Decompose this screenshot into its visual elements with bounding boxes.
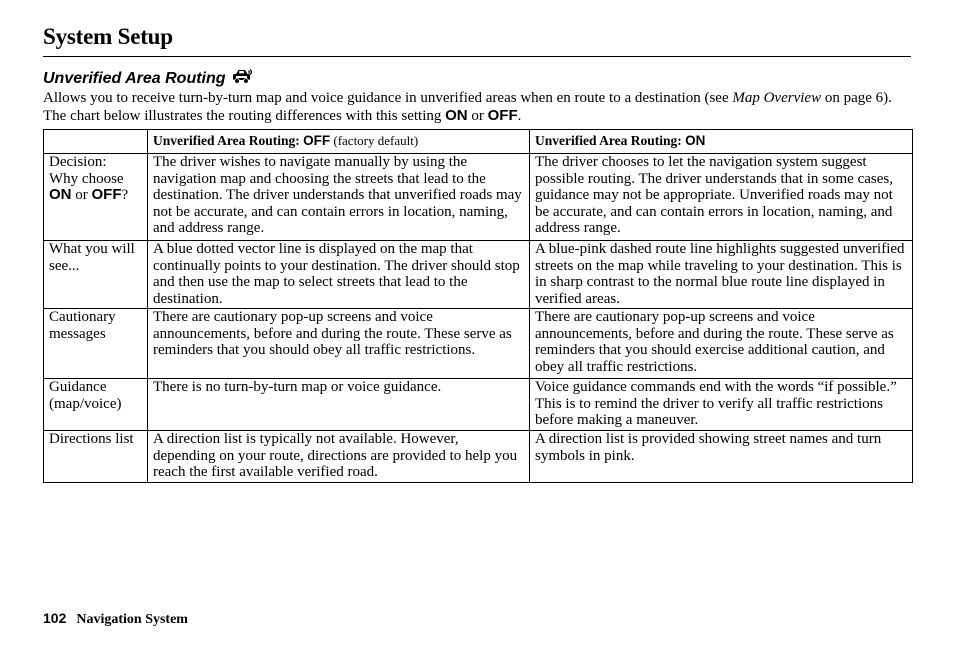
table-header-row (44, 130, 913, 154)
cell-off: The driver wishes to navigate manually by using the navigation map and choosing the streets that lead to the destination. The driver understands that unverified roads may not be accurate, and can contain errors in location, naming, and address range. (148, 154, 530, 241)
cell-off: There are cautionary pop-up screens and voice announcements, before and during the route. These serve as reminders that you should obey all traffic restrictions. (148, 309, 530, 379)
page-number: 102 (43, 610, 67, 626)
cell-off: There is no turn-by-turn map or voice guidance. (148, 379, 530, 431)
header-empty-cell (44, 130, 148, 154)
cell-on: Voice guidance commands end with the words “if possible.” This is to remind the driver to verify all traffic restrictions before making a maneuver. (530, 379, 913, 431)
cell-on: A blue-pink dashed route line highlights suggested unverified streets on the map while traveling to your destination. This is in sharp contrast to the normal blue route line displayed in verified areas. (530, 241, 913, 309)
table-row (44, 379, 913, 431)
header-routing-off: Unverified Area Routing: OFF (factory default) (148, 130, 530, 154)
header-routing-on: Unverified Area Routing: ON (530, 130, 913, 154)
routing-comparison-table (43, 129, 913, 483)
table-row (44, 241, 913, 309)
row-head-directions-list: Directions list (44, 431, 148, 483)
table-row (44, 154, 913, 241)
setting-on: ON (445, 107, 468, 124)
cell-off: A direction list is typically not available. However, depending on your route, directions are provided to help you reach the first available verified road. (148, 431, 530, 483)
setting-off: OFF (487, 107, 518, 124)
section-heading (43, 67, 254, 90)
section-heading-text: Unverified Area Routing (43, 69, 226, 87)
cell-off: A blue dotted vector line is displayed on the map that continually points to your destination. The driver should stop and then use the map to select streets that lead to the destination. (148, 241, 530, 309)
row-head-cautionary-messages: Cautionary messages (44, 309, 148, 379)
table-row (44, 431, 913, 483)
intro-paragraph: Allows you to receive turn-by-turn map and voice guidance in unverified areas when en route to a destination (see Map Overview on page 6). The chart below illustrates the routing differences with this setting ON or OFF. (43, 90, 892, 124)
page-title: System Setup (43, 24, 173, 49)
cell-on: There are cautionary pop-up screens and voice announcements, before and during the route. These serve as reminders that you should exercise additional caution, and obey all traffic restrictions. (530, 309, 913, 379)
row-head-guidance: Guidance (map/voice) (44, 379, 148, 431)
table-row (44, 309, 913, 379)
page-footer (43, 610, 188, 628)
car-voice-icon (232, 67, 254, 90)
cell-on: The driver chooses to let the navigation system suggest possible routing. The driver understands that in some cases, guidance may not be appropriate. Unverified roads may not be accurate, and can contain errors in location, naming, and address range. (530, 154, 913, 241)
footer-title: Navigation System (76, 612, 188, 627)
title-rule (43, 56, 911, 57)
row-head-what-you-will-see: What you will see... (44, 241, 148, 309)
cell-on: A direction list is provided showing street names and turn symbols in pink. (530, 431, 913, 483)
map-overview-reference: Map Overview (732, 90, 822, 106)
row-head-decision: Decision: Why choose ON or OFF? (44, 154, 148, 241)
